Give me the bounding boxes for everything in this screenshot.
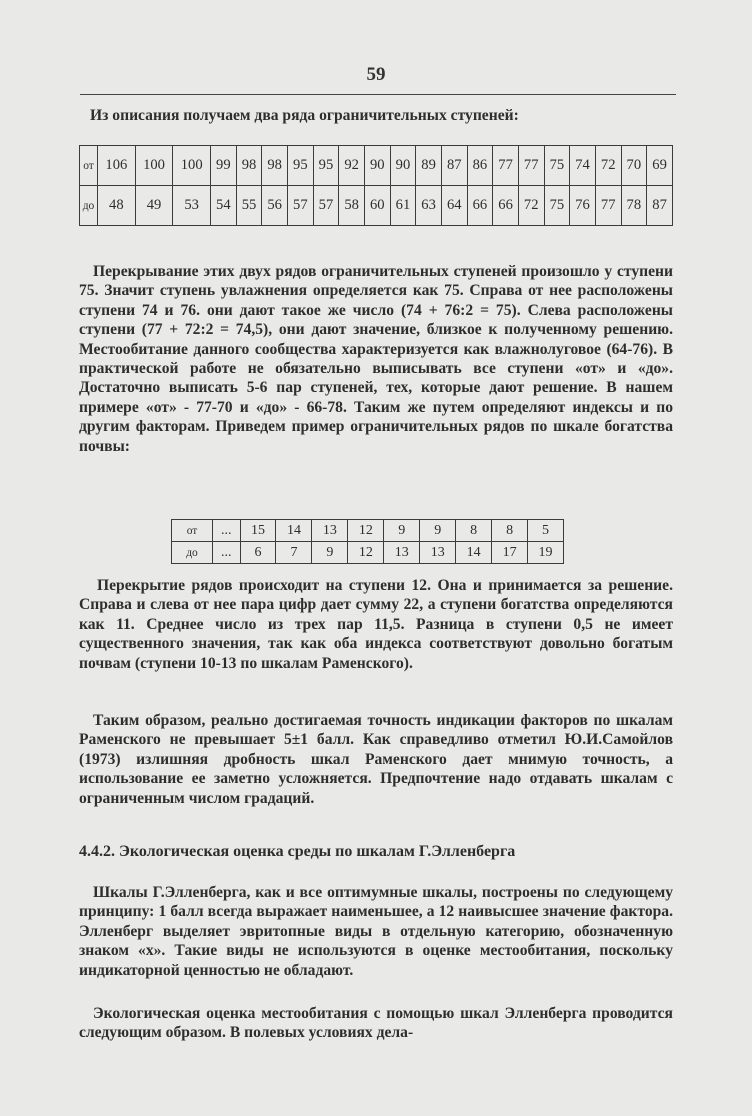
table-cell: 70 [621,146,647,186]
table-cell: 90 [390,146,416,186]
table-row-from [172,520,564,542]
table-cell: 13 [312,520,348,542]
table-cell: 90 [364,146,390,186]
row-label-from: от [172,520,213,542]
paragraph-accuracy: Таким образом, реально достигаемая точность индикации факторов по шкалам Раменского не превышает 5±1 балл. Как справедливо отметил Ю.И.Самойлов (1973) излишняя дробность шкал Раменского дает мнимую точность, а использование ее заметно усложняется. Предпочтение надо отдавать шкалам с ограниченным числом градаций. [79,712,673,807]
table-cell: 12 [348,542,384,564]
table-cell: 48 [98,186,136,226]
table-cell: 13 [384,542,420,564]
table-cell: 5 [528,520,564,542]
table-cell: 75 [544,186,570,226]
table-cell: 56 [262,186,288,226]
page-number: 59 [366,64,386,85]
table-cell: 14 [276,520,312,542]
table-cell: 7 [276,542,312,564]
paragraph-ellenberg-scales: Шкалы Г.Элленберга, как и все оптимумные шкалы, построены по следующему принципу: 1 балл всегда выражает наименьшее, а 12 наивысшее значение фактора. Элленберг выделяет эвритопные виды в отдельную категорию, обозначенную знаком «х». Такие виды не используются в оценке местообитания, поскольку индикаторной ценностью не обладают. [79,884,673,979]
table-cell: 19 [528,542,564,564]
table-cell: 14 [456,542,492,564]
paragraph-overlap-moisture: Перекрывание этих двух рядов ограничительных ступеней произошло у ступени 75. Значит ступень увлажнения определяется как 75. Справа от нее расположены ступени 74 и 76. они дают такое же число (74 + 76:2 = 75). Слева расположены ступени (77 + 72:2 = 74,5), они дают значение, близкое к полученному решению. Местообитание данного сообщества характеризуется как влажнолуговое (64-76). В практической работе не обязательно выписывать все ступени «от» и «до». Достаточно выписать 5-6 пар ступеней, тех, которые дают решение. В нашем примере «от» - 77-70 и «до» - 66-78. Таким же путем определяют индексы и по другим факторам. Приведем пример ограничительных рядов по шкале богатства почвы: [79,263,673,455]
table-cell: 92 [339,146,365,186]
intro-sentence: Из описания получаем два ряда ограничительных ступеней: [90,107,519,124]
header-rule [80,94,676,95]
table-cell: 55 [236,186,262,226]
table-cell: 106 [98,146,136,186]
table-cell: 66 [493,186,519,226]
table-cell: 100 [173,146,211,186]
table-row-to [172,542,564,564]
table-cell: 8 [492,520,528,542]
table-cell: 64 [441,186,467,226]
table-cell: 9 [420,520,456,542]
table-cell: 15 [240,520,276,542]
table-cell: 17 [492,542,528,564]
table-cell: 12 [348,520,384,542]
table-cell: 49 [135,186,173,226]
row-label-to: до [80,186,98,226]
table-cell: 86 [467,146,493,186]
row-label-from: от [80,146,98,186]
table-cell: 100 [135,146,173,186]
table-cell: 72 [595,146,621,186]
table-cell: 75 [544,146,570,186]
table-cell: 57 [313,186,339,226]
paragraph-overlap-richness: Перекрытие рядов происходит на ступени 12. Она и принимается за решение. Справа и слева от нее пара цифр дает сумму 22, а ступени богатства определяются как 11. Среднее число из трех пар 11,5. Разница в ступени 0,5 не имеет существенного значения, так как оба индекса соответствуют довольно богатым почвам (ступени 10-13 по шкалам Раменского). [79,577,673,672]
table-cell: 8 [456,520,492,542]
table-cell: 98 [262,146,288,186]
table-cell: 54 [211,186,237,226]
table-cell: ... [213,542,241,564]
table-cell: 98 [236,146,262,186]
table-cell: 89 [416,146,442,186]
table-cell: 99 [211,146,237,186]
table-cell: 57 [287,186,313,226]
table-cell: 66 [467,186,493,226]
table-cell: 72 [518,186,544,226]
table-cell: 77 [493,146,519,186]
row-label-to: до [172,542,213,564]
table-cell: 77 [595,186,621,226]
table-cell: 74 [570,146,596,186]
table-cell: 9 [312,542,348,564]
table-cell: 77 [518,146,544,186]
table-cell: 6 [240,542,276,564]
table-cell: 95 [313,146,339,186]
table-cell: ... [213,520,241,542]
table-cell: 53 [173,186,211,226]
table-cell: 63 [416,186,442,226]
table-cell: 13 [420,542,456,564]
paragraph-ellenberg-method: Экологическая оценка местообитания с помощью шкал Элленберга проводится следующим образом. В полевых условиях дела- [79,1005,673,1042]
table-cell: 60 [364,186,390,226]
table-cell: 58 [339,186,365,226]
section-heading: 4.4.2. Экологическая оценка среды по шкалам Г.Элленберга [79,843,516,860]
limiting-steps-table-richness [171,519,564,564]
table-row-from [80,146,673,186]
table-cell: 69 [647,146,673,186]
table-row-to [80,186,673,226]
table-cell: 95 [287,146,313,186]
table-cell: 78 [621,186,647,226]
table-cell: 87 [441,146,467,186]
table-cell: 76 [570,186,596,226]
table-cell: 87 [647,186,673,226]
table-cell: 61 [390,186,416,226]
limiting-steps-table-moisture [79,145,673,226]
table-cell: 9 [384,520,420,542]
